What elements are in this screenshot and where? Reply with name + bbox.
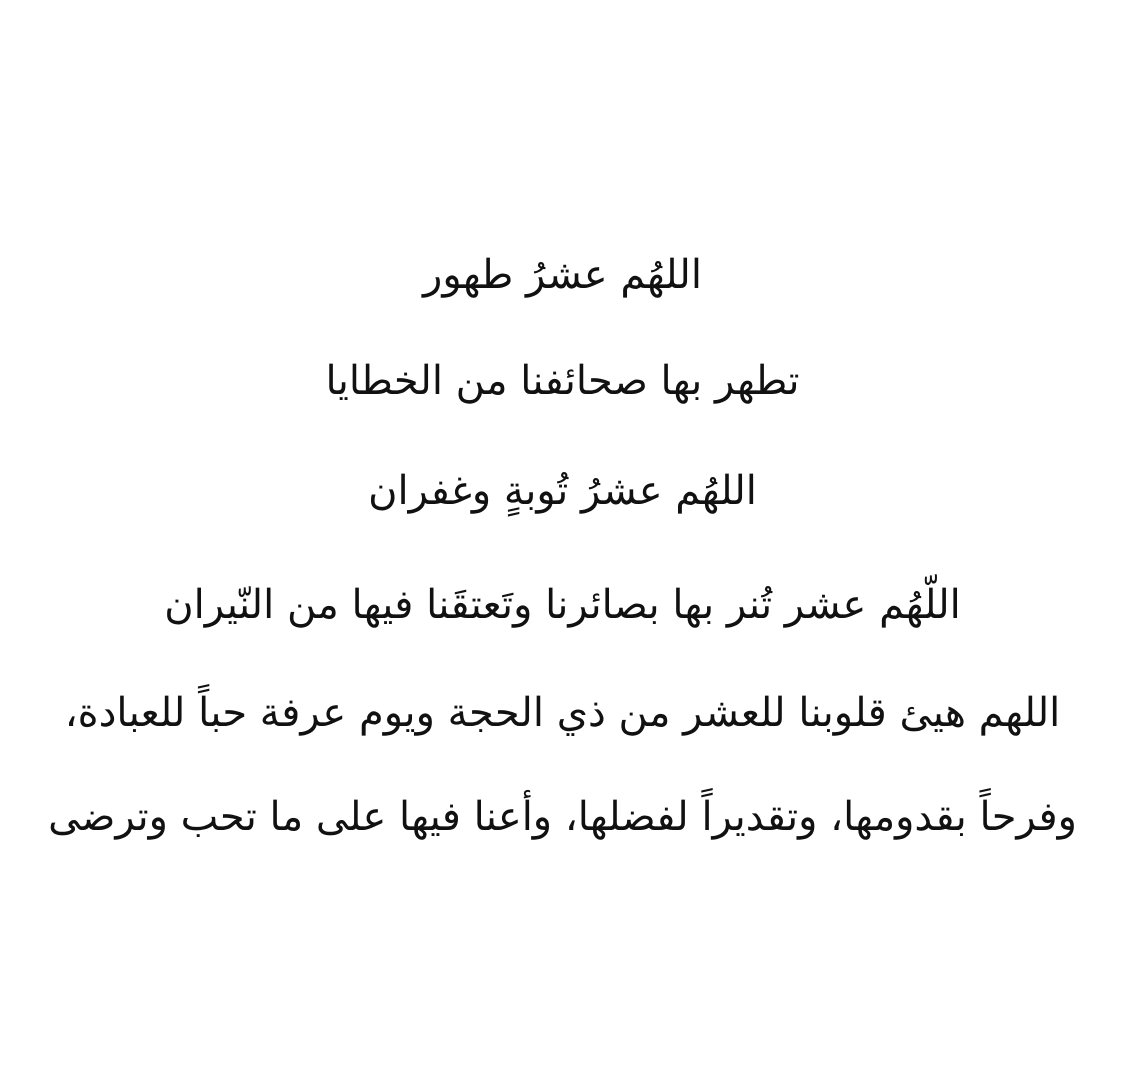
verse-line-1: اللهُم عشرُ طهور: [423, 252, 702, 298]
supplication-text: [30, 252, 1095, 905]
verse-line-4: اللّهُم عشر تُنر بها بصائرنا وتَعتقَنا فيها من النّيران: [164, 582, 961, 628]
verse-line-5: اللهم هيئ قلوبنا للعشر من ذي الحجة ويوم عرفة حباً للعبادة،: [64, 690, 1061, 736]
verse-line-2: تطهر بها صحائفنا من الخطايا: [325, 358, 800, 404]
verse-line-3: اللهُم عشرُ تُوبةٍ وغفران: [368, 468, 757, 514]
verse-line-6: وفرحاً بقدومها، وتقديراً لفضلها، وأعنا فيها على ما تحب وترضى: [48, 794, 1077, 840]
